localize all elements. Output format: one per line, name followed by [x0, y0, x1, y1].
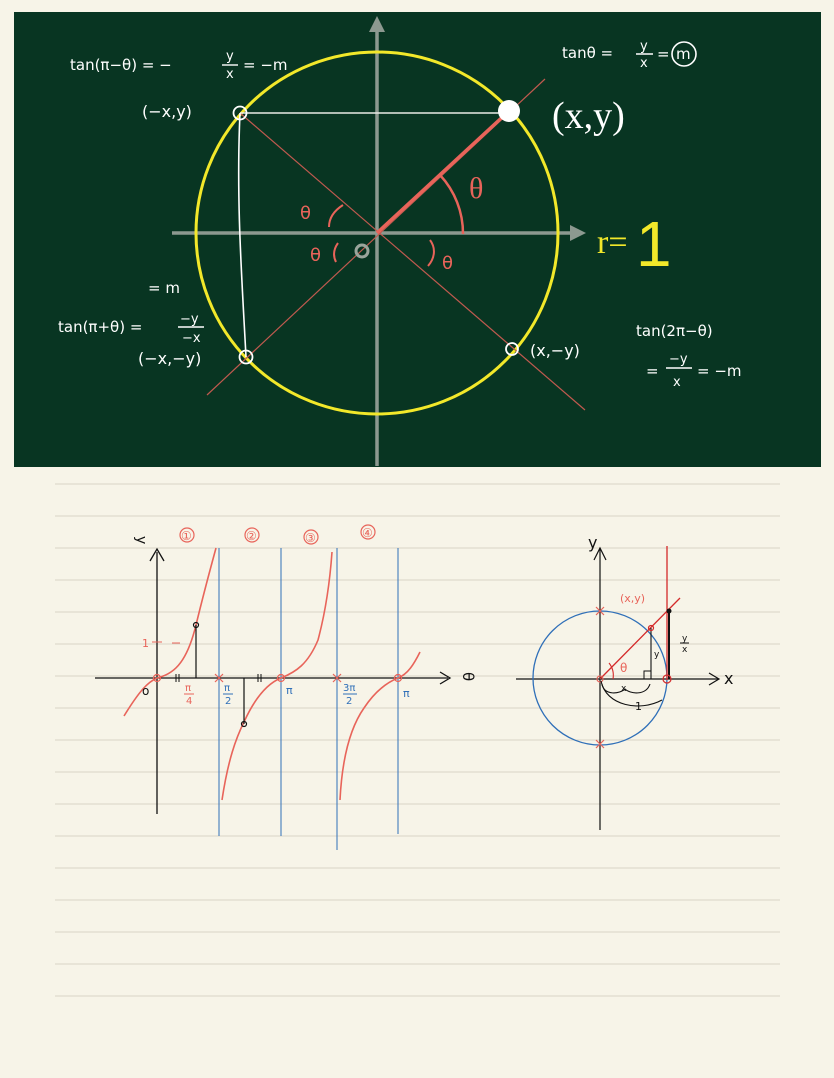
- board-tan-theta-y: y: [640, 39, 648, 54]
- board-theta-q3: θ: [310, 245, 322, 266]
- board-tan-theta-eq: =: [657, 45, 670, 63]
- graph-label-3pi-over-2-num: 3π: [343, 683, 356, 694]
- graph-tan-branch-1: [124, 548, 216, 716]
- graph-label-one: 1: [142, 637, 149, 650]
- board-tan-2pi-minus-num: −y: [669, 352, 688, 367]
- board-tan-pi-minus-lhs: tan(π−θ) = −: [70, 56, 172, 74]
- board-tan-2pi-minus-eq: =: [646, 362, 659, 380]
- graph-label-pi-over-2-num: π: [224, 683, 231, 694]
- sketch-ratio-num: y: [682, 634, 688, 644]
- graph-tan-branch-3: [340, 652, 420, 800]
- sketch-x-axis-label: x: [724, 669, 734, 688]
- board-tan-pi-minus-x: x: [226, 67, 234, 82]
- board-tan-theta-x: x: [640, 56, 648, 71]
- sketch-radius-brace: [601, 681, 662, 706]
- board-point-x-y: [498, 100, 520, 122]
- graph-branch-mark-1: ①: [181, 529, 192, 543]
- sketch-right-angle: [644, 671, 651, 679]
- sketch-y-leg-label: y: [654, 650, 660, 660]
- tangent-graph: [95, 525, 477, 850]
- graph-label-3pi-over-2-den: 2: [346, 696, 353, 707]
- board-tan-pi-minus-y: y: [226, 49, 234, 64]
- sketch-y-axis-label: y: [588, 533, 598, 552]
- sketch-radius-label: 1: [635, 700, 642, 713]
- sketch-x-leg-label: x: [621, 684, 627, 694]
- graph-y-axis-label: y: [133, 536, 149, 545]
- board-theta-q2: θ: [300, 203, 312, 224]
- board-pt-neg-x-y: (−x,y): [142, 102, 192, 121]
- board-tan-2pi-minus-den: x: [673, 375, 681, 390]
- board-tan-pi-plus-den: −x: [182, 331, 201, 346]
- sketch-theta: θ: [620, 661, 628, 675]
- board-tan-theta-m: m: [676, 45, 691, 63]
- board-tan-2pi-minus-rhs: = −m: [697, 362, 742, 380]
- sketch-ratio-den: x: [682, 645, 688, 655]
- board-eq-m: = m: [148, 279, 180, 297]
- graph-label-pi-last: π: [403, 687, 410, 700]
- board-pt-neg-x-neg-y: (−x,−y): [138, 349, 202, 368]
- graph-branch-mark-3: ③: [305, 531, 316, 545]
- board-theta-main: θ: [469, 172, 484, 205]
- chalkboard-background: [14, 12, 821, 467]
- graph-label-pi-over-4-den: 4: [186, 696, 193, 707]
- sketch-point-label: (x,y): [620, 592, 646, 605]
- chalkboard-panel: [14, 12, 821, 467]
- board-tan-pi-minus-rhs: = −m: [243, 56, 288, 74]
- board-tan-pi-plus-lhs: tan(π+θ) =: [58, 318, 143, 336]
- board-radius-one: 1: [636, 208, 672, 280]
- board-label-xy: (x,y): [552, 95, 625, 137]
- board-theta-q4: θ: [442, 253, 454, 274]
- graph-branch-mark-4: ④: [362, 526, 373, 540]
- board-tan-theta-lhs: tanθ =: [562, 44, 614, 62]
- graph-label-pi-over-2-den: 2: [225, 696, 232, 707]
- graph-x-axis-label: θ: [459, 672, 477, 682]
- graph-label-origin: o: [142, 684, 150, 698]
- unit-circle-sketch: [516, 533, 733, 830]
- board-radius-r: r=: [597, 224, 628, 261]
- board-tan-2pi-minus-lhs: tan(2π−θ): [636, 322, 713, 340]
- board-pt-x-neg-y: (x,−y): [530, 341, 580, 360]
- graph-label-pi-over-4-num: π: [185, 683, 192, 694]
- graph-branch-mark-2: ②: [246, 529, 257, 543]
- graph-label-pi: π: [286, 684, 293, 697]
- sketch-point-tangent: [667, 609, 672, 614]
- board-tan-pi-plus-num: −y: [180, 312, 199, 327]
